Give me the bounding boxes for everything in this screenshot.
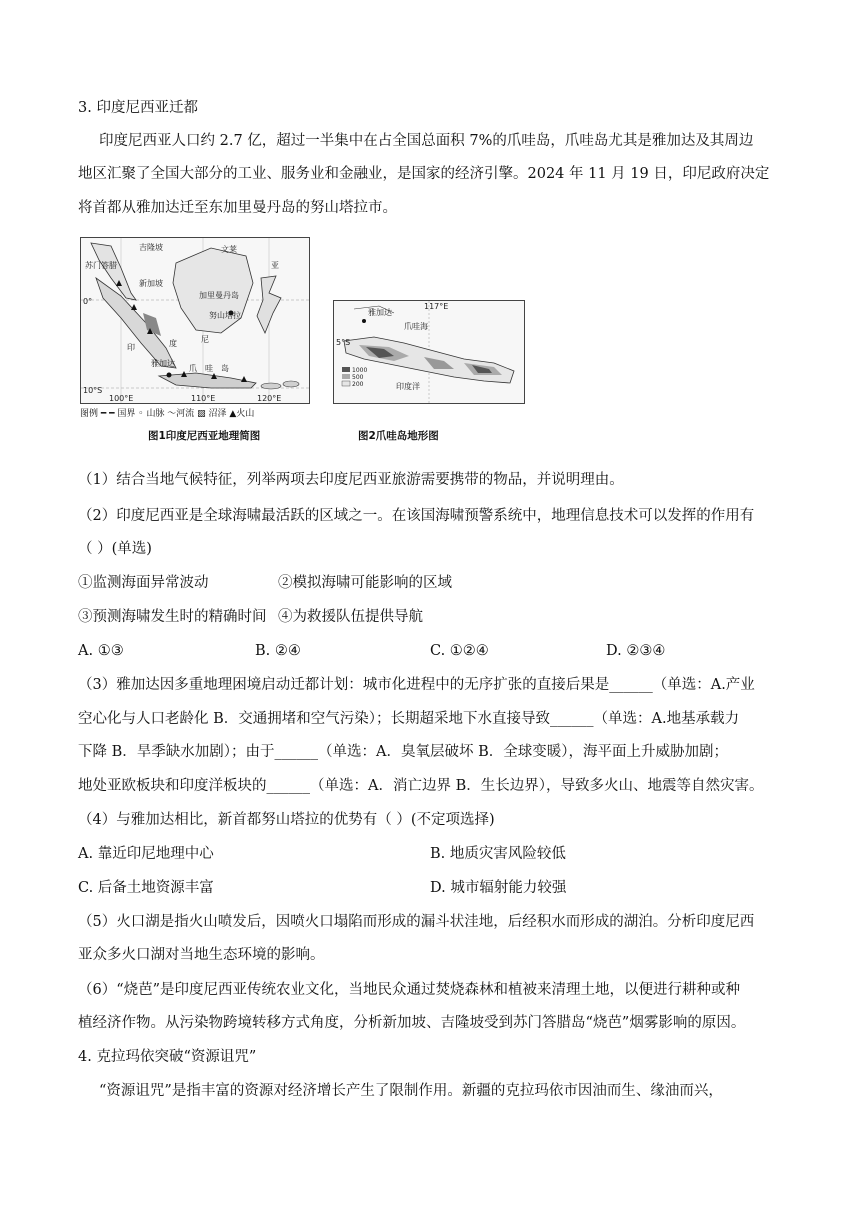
indian-ocean-label: 印度洋 bbox=[396, 382, 420, 391]
legend-200: 200 bbox=[352, 381, 364, 388]
map-char-dao: 岛 bbox=[221, 364, 229, 373]
map-char-wa: 哇 bbox=[205, 364, 213, 373]
figure-2-map bbox=[333, 300, 525, 404]
legend-500: 500 bbox=[352, 374, 364, 381]
subq-5-line-1: （5）火口湖是指火山喷发后，因喷火口塌陷而形成的漏斗状洼地，后经积水而形成的湖泊。分析印度尼西 bbox=[78, 914, 755, 930]
question-4-intro: “资源诅咒”是指丰富的资源对经济增长产生了限制作用。新疆的克拉玛依市因油而生、缘油而兴， bbox=[99, 1083, 723, 1099]
map-char-zhua: 爪 bbox=[189, 364, 197, 373]
map-char-yin: 印 bbox=[127, 343, 135, 352]
intro-line-1: 印度尼西亚人口约 2.7 亿，超过一半集中在占全国总面积 7%的爪哇岛，爪哇岛尤其是雅加达及其周边 bbox=[99, 133, 754, 149]
figure-2-caption: 图2爪哇岛地形图 bbox=[358, 430, 439, 442]
subq-3-line-4: 地处亚欧板块和印度洋板块的______（单选：A．消亡边界 B．生长边界），导致多火山、地震等自然灾害。 bbox=[78, 778, 764, 794]
subq-1: （1）结合当地气候特征，列举两项去印度尼西亚旅游需要携带的物品，并说明理由。 bbox=[78, 472, 624, 488]
singapore-label: 新加坡 bbox=[139, 279, 163, 288]
subq-2-option-a: A. ①③ bbox=[78, 643, 124, 659]
figure-1-map bbox=[80, 237, 310, 404]
subq-4: （4）与雅加达相比，新首都努山塔拉的优势有（ ）(不定项选择) bbox=[78, 812, 495, 828]
subq-3-line-1: （3）雅加达因多重地理困境启动迁都计划：城市化进程中的无序扩张的直接后果是______（单选：A.产业 bbox=[78, 677, 755, 693]
indonesia-map-svg bbox=[81, 238, 309, 403]
brunei-label: 文莱 bbox=[221, 245, 237, 254]
figure-1-caption: 图1印度尼西亚地理简图 bbox=[148, 430, 261, 442]
subq-4-option-a: A. 靠近印尼地理中心 bbox=[78, 846, 214, 862]
legend-1000: 1000 bbox=[352, 367, 368, 374]
lat-5s-label: 5°S bbox=[336, 338, 351, 347]
subq-2-item-4: ④为救援队伍提供导航 bbox=[278, 609, 423, 625]
kualalumpur-label: 吉隆坡 bbox=[139, 243, 163, 252]
question-4-title: 4. 克拉玛依突破“资源诅咒” bbox=[78, 1049, 257, 1065]
java-sea-label: 爪哇海 bbox=[404, 322, 428, 331]
subq-6-line-2: 植经济作物。从污染物跨境转移方式角度，分析新加坡、吉隆坡受到苏门答腊岛“烧芭”烟雾影响的原因。 bbox=[78, 1015, 746, 1031]
map-char-du: 度 bbox=[169, 339, 177, 348]
lat-10s-label: 10°S bbox=[83, 386, 103, 395]
subq-5-line-2: 亚众多火口湖对当地生态环境的影响。 bbox=[78, 947, 325, 963]
subq-2-option-c: C. ①②④ bbox=[430, 643, 489, 659]
subq-2-option-b: B. ②④ bbox=[255, 643, 301, 659]
subq-4-option-d: D. 城市辐射能力较强 bbox=[430, 880, 567, 896]
subq-4-option-c: C. 后备土地资源丰富 bbox=[78, 880, 214, 896]
question-3-title: 3. 印度尼西亚迁都 bbox=[78, 100, 198, 116]
fig2-jakarta-label: 雅加达 bbox=[368, 308, 392, 317]
map-char-ya: 亚 bbox=[271, 261, 279, 270]
lon-120-label: 120°E bbox=[257, 394, 282, 403]
jakarta-label: 雅加达 bbox=[151, 359, 175, 368]
intro-line-2: 地区汇聚了全国大部分的工业、服务业和金融业，是国家的经济引擎。2024 年 11 月 19 日，印尼政府决定 bbox=[78, 166, 770, 182]
subq-2-item-1: ①监测海面异常波动 bbox=[78, 575, 209, 591]
figure-1-legend: 图例 ━ ━ 国界 ◦ 山脉 〜河流 ▨ 沼泽 ▲火山 bbox=[80, 409, 255, 419]
subq-4-option-b: B. 地质灾害风险较低 bbox=[430, 846, 566, 862]
subq-2-item-2: ②模拟海啸可能影响的区域 bbox=[278, 575, 452, 591]
subq-2-option-d: D. ②③④ bbox=[606, 643, 666, 659]
subq-2-line-1: （2）印度尼西亚是全球海啸最活跃的区域之一。在该国海啸预警系统中，地理信息技术可以发挥的作用有 bbox=[78, 508, 755, 524]
lon-100-label: 100°E bbox=[109, 394, 134, 403]
subq-6-line-1: （6）“烧芭”是印度尼西亚传统农业文化，当地民众通过焚烧森林和植被来清理土地，以便进行耕种或种 bbox=[78, 982, 741, 998]
map-char-ni: 尼 bbox=[201, 335, 209, 344]
java-terrain-svg bbox=[334, 301, 524, 403]
intro-line-3: 将首都从雅加达迁至东加里曼丹岛的努山塔拉市。 bbox=[78, 200, 397, 216]
lon-117-label: 117°E bbox=[424, 302, 449, 311]
sumatra-label: 苏门答腊 bbox=[85, 261, 117, 270]
kalimantan-label: 加里曼丹岛 bbox=[199, 291, 239, 300]
lon-110-label: 110°E bbox=[191, 394, 216, 403]
nusantara-label: 努山塔拉 bbox=[209, 311, 241, 320]
subq-2-item-3: ③预测海啸发生时的精确时间 bbox=[78, 609, 267, 625]
subq-3-line-2: 空心化与人口老龄化 B．交通拥堵和空气污染）；长期超采地下水直接导致______（单选：A.地基承载力 bbox=[78, 711, 740, 727]
subq-2-line-2: （ ）(单选) bbox=[78, 541, 152, 557]
subq-3-line-3: 下降 B．旱季缺水加剧）；由于______（单选：A．臭氧层破坏 B．全球变暖），海平面上升威胁加剧； bbox=[78, 744, 728, 760]
lat-0-label: 0° bbox=[83, 297, 93, 306]
